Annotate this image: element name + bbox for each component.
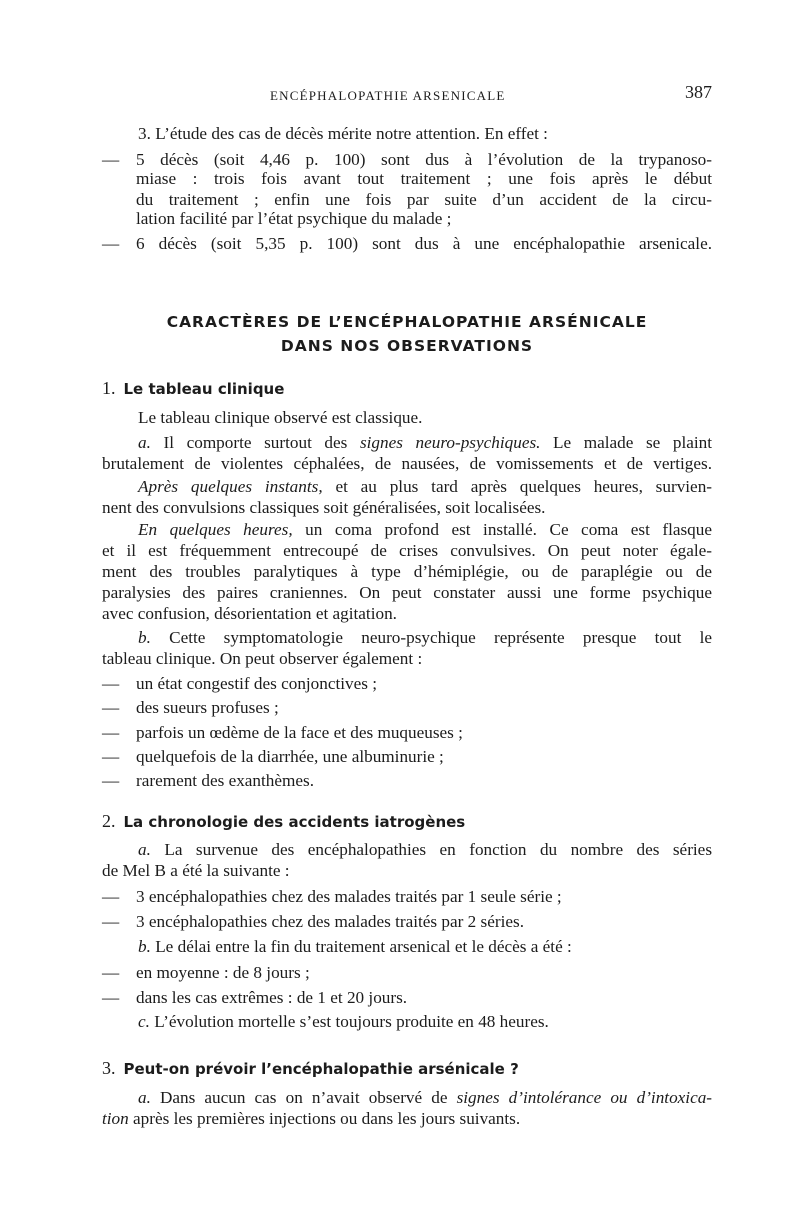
- intro-line-6: — 6 décès (soit 5,35 p. 100) sont dus à une encéphalopathie arsenicale.: [102, 234, 712, 253]
- section-3-heading: 3. Peut-on prévoir l’encéphalopathie arsénicale ?: [102, 1058, 519, 1078]
- page-number: 387: [685, 82, 712, 102]
- s3-a-line-2: tion après les premières injections ou dans les jours suivants.: [102, 1109, 521, 1128]
- section-2-heading: 2. La chronologie des accidents iatrogènes: [102, 811, 466, 831]
- intro-line-2: — 5 décès (soit 4,46 p. 100) sont dus à l’évolution de la trypanoso-: [102, 150, 712, 169]
- s1-d-line-2: tableau clinique. On peut observer également :: [102, 649, 423, 668]
- s1-c-line-3: ment des troubles paralytiques à type d’hémiplégie, ou de paraplégie ou de: [102, 562, 712, 581]
- page-header: [102, 82, 712, 108]
- s1-c-line-4: paralysies des paires craniennes. On peut constater aussi une forme psychique: [102, 583, 712, 602]
- main-title-line-2: DANS NOS OBSERVATIONS: [280, 337, 534, 355]
- list-item: — parfois un œdème de la face et des muqueuses ;: [102, 723, 463, 742]
- list-item: — dans les cas extrêmes : de 1 et 20 jours.: [102, 988, 408, 1007]
- list-item: — des sueurs profuses ;: [102, 698, 279, 717]
- s3-a-line-1: a. Dans aucun cas on n’avait observé de signes d’intolérance ou d’intoxica-: [138, 1088, 713, 1107]
- main-title-line-1: CARACTÈRES DE L’ENCÉPHALOPATHIE ARSÉNICALE: [166, 313, 648, 331]
- list-item: — 3 encéphalopathies chez des malades traités par 2 séries.: [102, 912, 524, 931]
- s2-c-line-1: c. L’évolution mortelle s’est toujours produite en 48 heures.: [138, 1012, 549, 1031]
- list-item: — 3 encéphalopathies chez des malades traités par 1 seule série ;: [102, 887, 562, 906]
- list-item: — en moyenne : de 8 jours ;: [102, 963, 310, 982]
- s1-b-line-2: nent des convulsions classiques soit généralisées, soit localisées.: [102, 498, 546, 517]
- s1-c-line-1: En quelques heures, un coma profond est installé. Ce coma est flasque: [138, 520, 712, 539]
- s1-d-line-1: b. Cette symptomatologie neuro-psychique représente presque tout le: [138, 628, 712, 647]
- list-item: — un état congestif des conjonctives ;: [102, 674, 378, 693]
- s1-paragraph-intro: Le tableau clinique observé est classique.: [138, 408, 423, 427]
- s2-a-line-1: a. La survenue des encéphalopathies en fonction du nombre des séries: [138, 840, 713, 859]
- list-item: — rarement des exanthèmes.: [102, 771, 315, 790]
- intro-line-5: lation facilité par l’état psychique du malade ;: [136, 209, 452, 228]
- s1-b-line-1: Après quelques instants, et au plus tard après quelques heures, survien-: [138, 477, 713, 496]
- s1-a-line-2: brutalement de violentes céphalées, de nausées, de vomissements et de vertiges.: [102, 454, 712, 473]
- s1-a-line-1: a. Il comporte surtout des signes neuro-psychiques. Le malade se plaint: [138, 433, 713, 452]
- intro-line-3: miase : trois fois avant tout traitement ; une fois après le début: [136, 169, 712, 188]
- s1-c-line-2: et il est fréquemment entrecoupé de crises convulsives. On peut noter égale-: [102, 541, 712, 560]
- running-title: ENCÉPHALOPATHIE ARSENICALE: [270, 88, 506, 103]
- s2-b-line-1: b. Le délai entre la fin du traitement arsenical et le décès a été :: [138, 937, 572, 956]
- intro-line-1: 3. L’étude des cas de décès mérite notre attention. En effet :: [138, 124, 548, 143]
- section-1-heading: 1. Le tableau clinique: [102, 378, 285, 398]
- intro-line-4: du traitement ; enfin une fois par suite d’un accident de la circu-: [136, 190, 712, 209]
- s1-c-line-5: avec confusion, désorientation et agitation.: [102, 604, 397, 623]
- s2-a-line-2: de Mel B a été la suivante :: [102, 861, 290, 880]
- list-item: — quelquefois de la diarrhée, une albuminurie ;: [102, 747, 444, 766]
